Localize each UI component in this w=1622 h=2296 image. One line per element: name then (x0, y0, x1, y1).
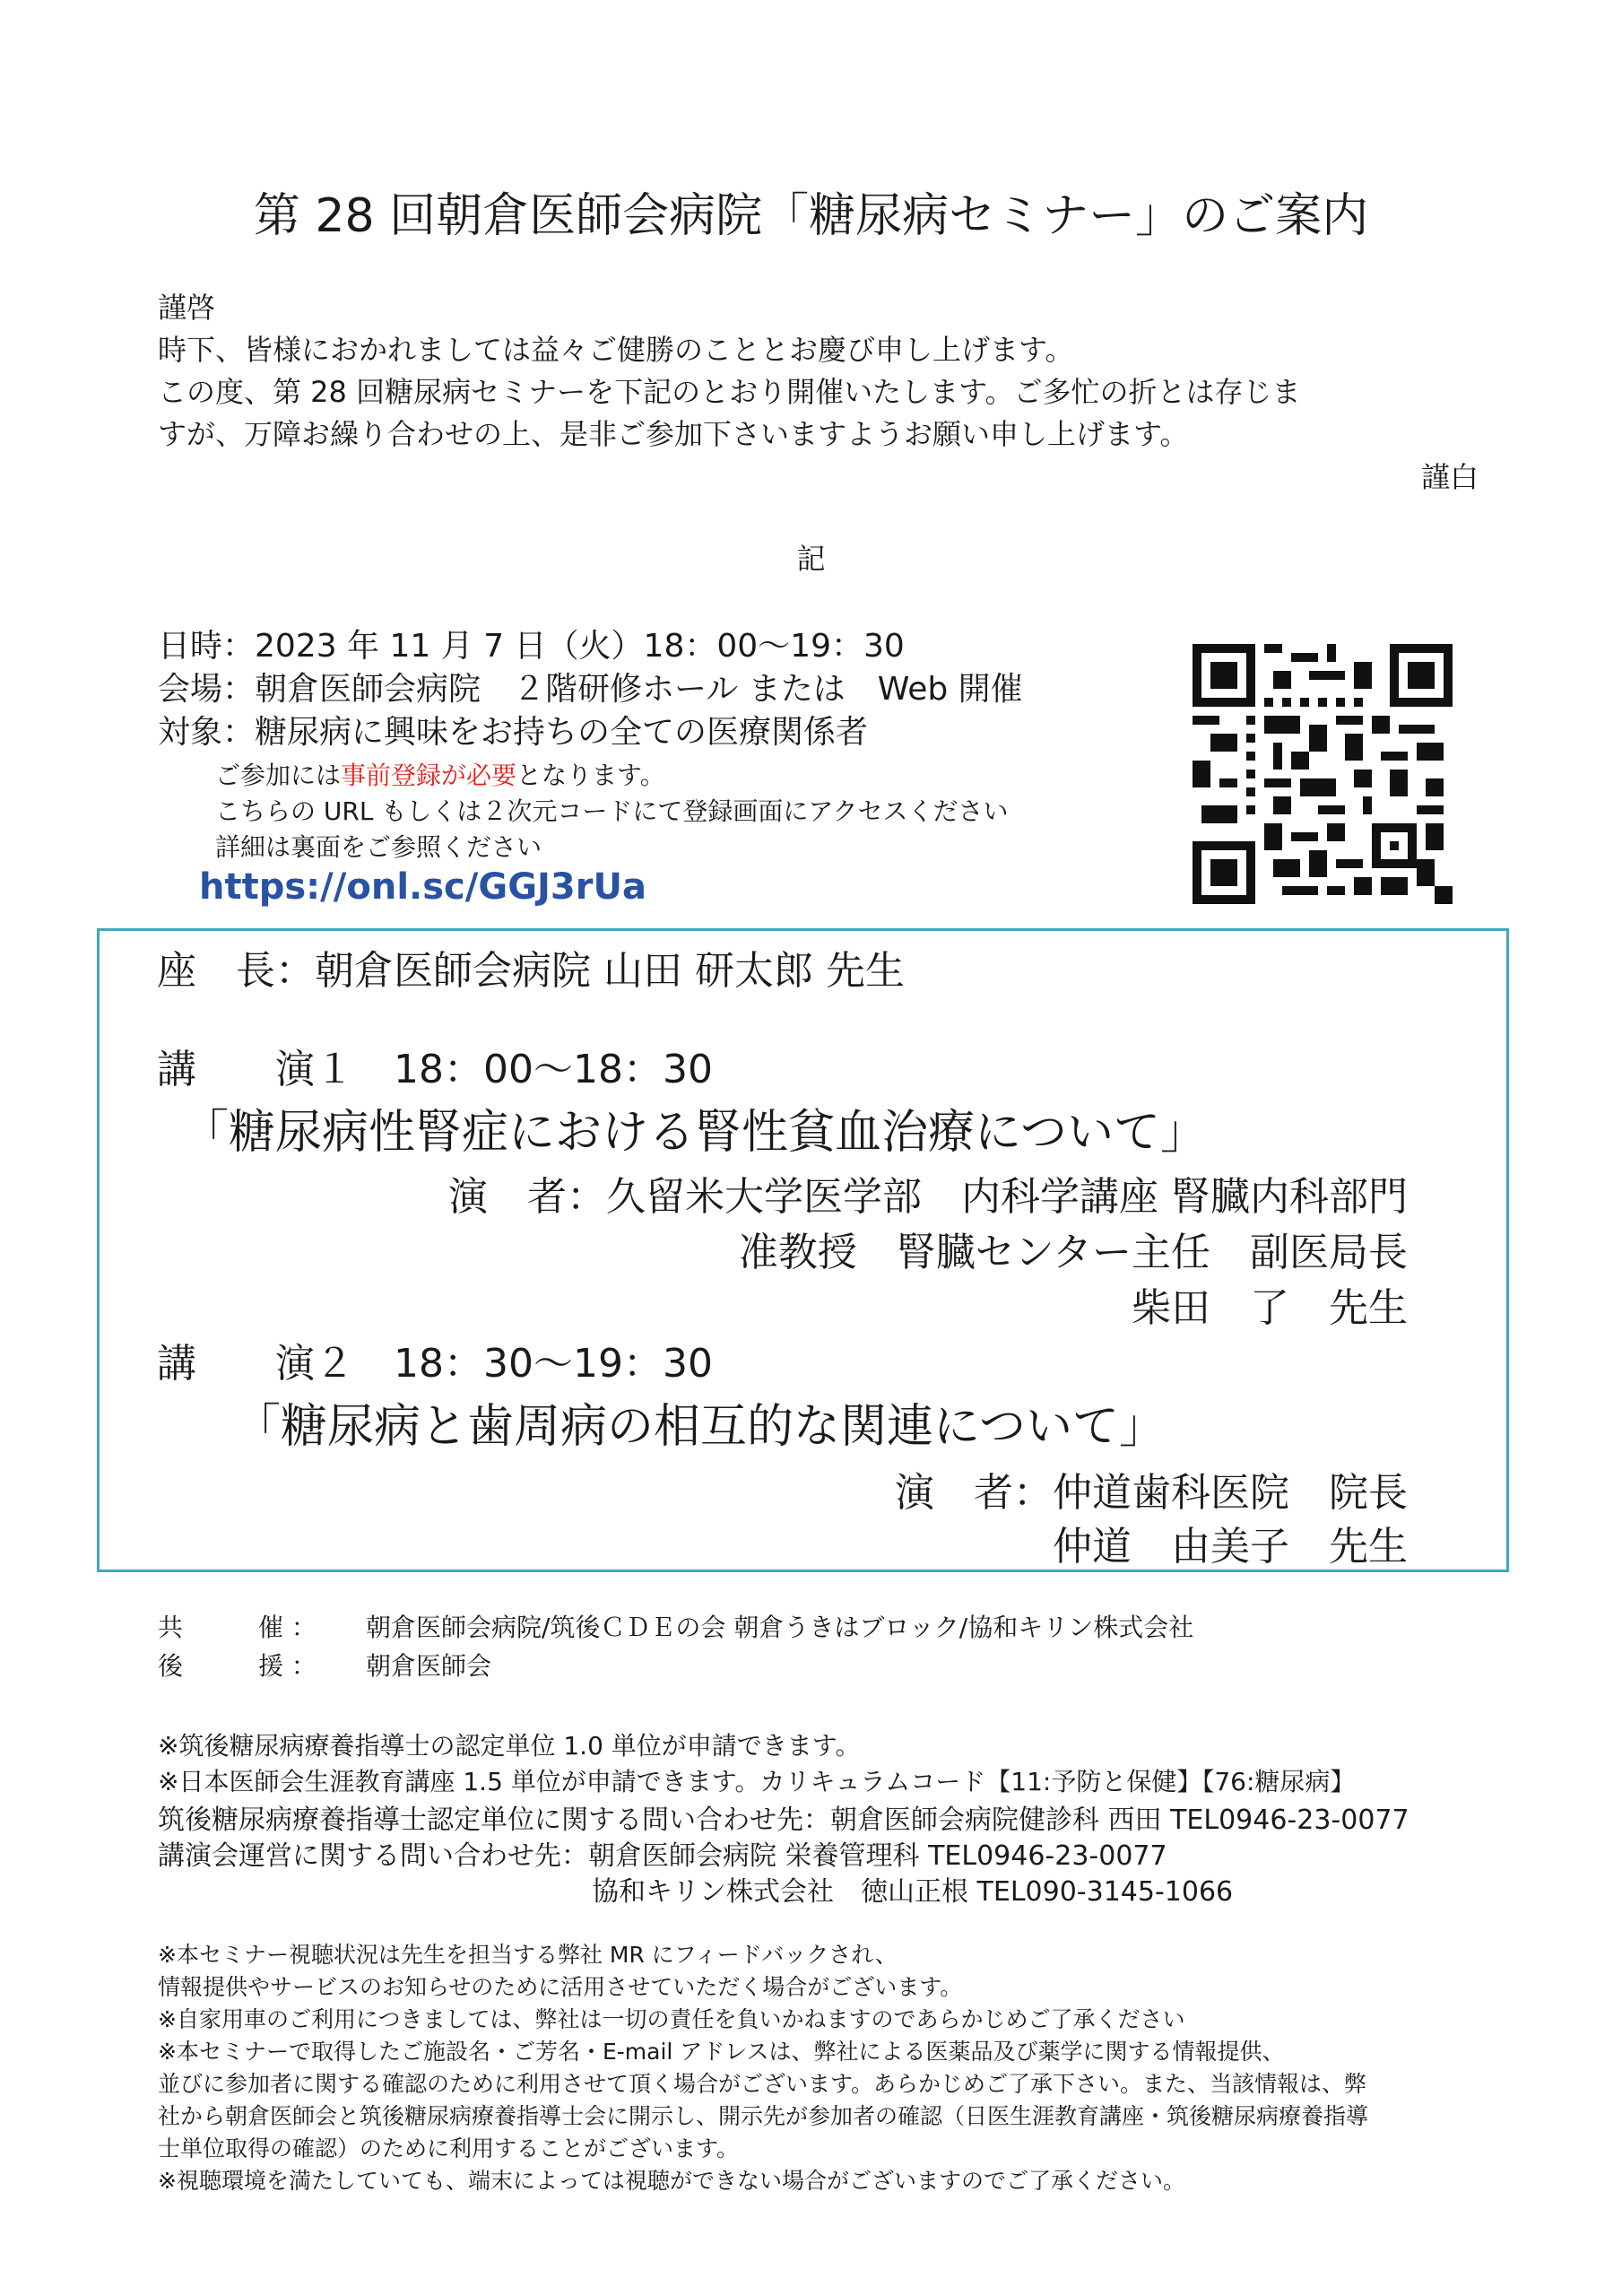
lecture-2-title: 「糖尿病と歯周病の相互的な関連について」 (234, 1400, 1166, 1454)
event-datetime: 日時：2023 年 11 月 7 日（火）18：00～19：30 (158, 628, 905, 665)
privacy-note-5: 並びに参加者に関する確認のために利用させて頂く場合がございます。あらかじめご了承下さい。また、当該情報は、弊 (158, 2071, 1367, 2097)
privacy-note-1: ※本セミナー視聴状況は先生を担当する弊社 MR にフィードバックされ、 (158, 1942, 898, 1968)
closing: 謹白 (1420, 460, 1479, 494)
contact-organizer: 講演会運営に関する問い合わせ先：朝倉医師会病院 栄養管理科 TEL0946-23-0077 (158, 1840, 1167, 1872)
registration-notice: ご参加には事前登録が必要となります。 (215, 761, 665, 790)
access-instruction: こちらの URL もしくは２次元コードにて登録画面にアクセスください (215, 796, 1009, 826)
credit-note-1: ※筑後糖尿病療養指導士の認定単位 1.0 単位が申請できます。 (158, 1731, 861, 1761)
intro-line-1: 時下、皆様におかれましては益々ご健勝のこととお慶び申し上げます。 (158, 333, 1074, 367)
privacy-note-7: 士単位取得の確認）のために利用することがございます。 (158, 2135, 740, 2161)
intro-line-3: すが、万障お繰り合わせの上、是非ご参加下さいますようお願い申し上げます。 (158, 417, 1189, 451)
salutation: 謹啓 (158, 291, 216, 325)
registration-url[interactable]: https://onl.sc/GGJ3rUa (199, 866, 646, 908)
lecture-2-header: 講 演２ 18：30～19：30 (157, 1341, 713, 1387)
support-label: 後 援 ： (158, 1651, 317, 1681)
lecture-2-speaker-affiliation: 演 者：仲道歯科医院 院長 (895, 1470, 1408, 1516)
lecture-1-speaker-position: 准教授 腎臓センター主任 副医局長 (738, 1230, 1408, 1275)
event-venue: 会場：朝倉医師会病院 ２階研修ホール または Web 開催 (158, 671, 1023, 708)
chair: 座 長：朝倉医師会病院 山田 研太郎 先生 (157, 948, 905, 994)
lecture-2-speaker-name: 仲道 由美子 先生 (1053, 1524, 1408, 1570)
contact-credits: 筑後糖尿病療養指導士認定単位に関する問い合わせ先：朝倉医師会病院健診科 西田 TEL0946-23-0077 (158, 1805, 1409, 1836)
privacy-note-2: 情報提供やサービスのお知らせのために活用させていただく場合がございます。 (158, 1974, 963, 2000)
credit-note-2: ※日本医師会生涯教育講座 1.5 単位が申請できます。カリキュラムコード【11:予防と保健】【76:糖尿病】 (158, 1767, 1356, 1796)
lecture-1-header: 講 演１ 18：00～18：30 (157, 1047, 713, 1092)
co-host-label: 共 催 ： (158, 1613, 317, 1642)
lecture-1-title: 「糖尿病性腎症における腎性貧血治療について」 (182, 1106, 1207, 1160)
program-box (97, 928, 1509, 1572)
lecture-1-speaker-affiliation: 演 者：久留米大学医学部 内科学講座 腎臓内科部門 (448, 1174, 1408, 1220)
contact-sponsor: 協和キリン株式会社 徳山正根 TEL090-3145-1066 (592, 1876, 1234, 1908)
co-host: 朝倉医師会病院/筑後ＣＤＥの会 朝倉うきはブロック/協和キリン株式会社 (366, 1613, 1194, 1642)
privacy-note-4: ※本セミナーで取得したご施設名・ご芳名・E-mail アドレスは、弊社による医薬品及び薬学に関する情報提供、 (158, 2039, 1285, 2065)
privacy-note-8: ※視聴環境を満たしていても、端末によっては視聴ができない場合がございますのでご了承ください。 (158, 2168, 1185, 2194)
qr-code-icon[interactable] (1193, 644, 1453, 904)
privacy-note-3: ※自家用車のご利用につきましては、弊社は一切の責任を負いかねますのであらかじめご了承ください (158, 2006, 1185, 2032)
privacy-note-6: 社から朝倉医師会と筑後糖尿病療養指導士会に開示し、開示先が参加者の確認（日医生涯教育講座・筑後糖尿病療養指導 (158, 2103, 1369, 2129)
event-target: 対象：糖尿病に興味をお持ちの全ての医療関係者 (158, 714, 869, 751)
intro-line-2: この度、第 28 回糖尿病セミナーを下記のとおり開催いたします。ご多忙の折とは存じま (158, 375, 1301, 409)
lecture-1-speaker-name: 柴田 了 先生 (1132, 1285, 1408, 1331)
support: 朝倉医師会 (366, 1651, 492, 1681)
details-note: 詳細は裏面をご参照ください (215, 832, 542, 862)
page-title: 第 28 回朝倉医師会病院「糖尿病セミナー」のご案内 (253, 189, 1369, 243)
registration-required: 事前登録が必要 (341, 761, 517, 790)
ki-heading: 記 (796, 542, 826, 576)
